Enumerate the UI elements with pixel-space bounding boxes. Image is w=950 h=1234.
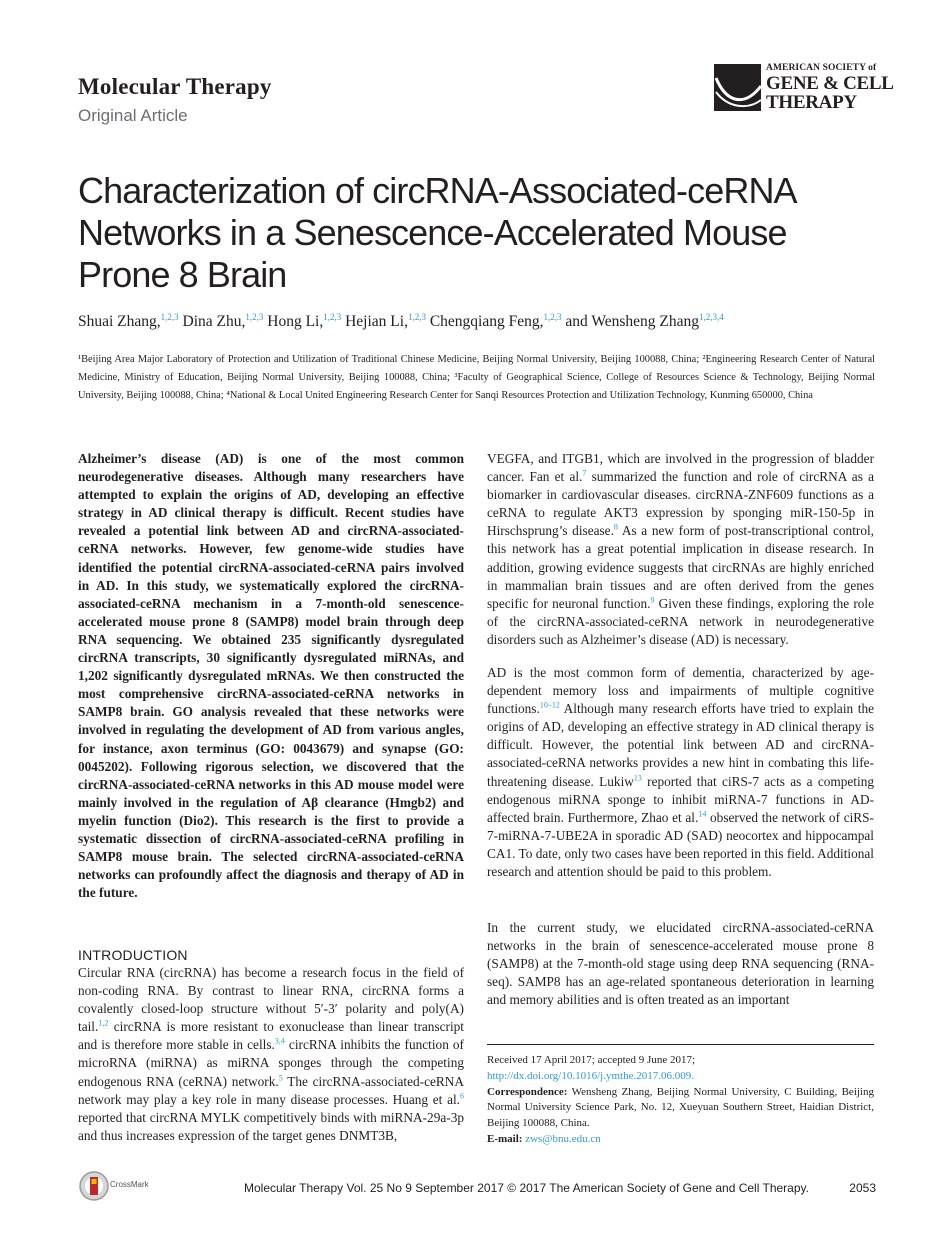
citation-ref[interactable]: 6 [460,1091,464,1101]
correspondence-label: Correspondence: [487,1085,568,1098]
author-name: and Wensheng Zhang [565,313,699,330]
abstract: Alzheimer’s disease (AD) is one of the most common neurodegenerative diseases. Although many researchers have attempted to explain the origins of AD, developing an effective strategy in AD clinical therapy is difficult. Recent studies have revealed a potential link between AD and circRNA-associated-ceRNA networks. However, few genome-wide studies have identified the potential circRNA-associated-ceRNA pairs involved in AD. In this study, we systematically explored the circRNA-associated-ceRNA mechanism in a 7-month-old senescence-accelerated mouse prone 8 (SAMP8) model brain through deep RNA sequencing. We obtained 235 significantly dysregulated circRNA transcripts, 30 significantly dysregulated miRNAs, and 1,202 significantly dysregulated mRNAs. We then constructed the most comprehensive circRNA-associated-ceRNA networks in SAMP8 brain. GO analysis revealed that these networks were involved in regulating the development of AD from various angles, for instance, axon terminus (GO: 0043679) and synapse (GO: 0045202). Following rigorous selection, we discovered that the circRNA-associated-ceRNA networks in this AD mouse model were mainly involved in the regulation of Aβ clearance (Hmgb2) and myelin function (Dio2). This research is the first to provide a systematic dissection of circRNA-associated-ceRNA profiling in SAMP8 mouse brain. The selected circRNA-associated-ceRNA networks can profoundly affect the diagnosis and therapy of AD in the future. [78,451,464,901]
email-label: E-mail: [487,1132,523,1145]
citation-ref[interactable]: 7 [582,468,587,478]
paragraph-text: circRNA inhibits the function of microRNA (miRNA) as miRNA sponges through the competing endogenous RNA (ceRNA) network. [78,1037,464,1089]
citation-ref[interactable]: 9 [650,595,655,605]
intro-paragraph-3 [487,919,874,1009]
paragraph-text: Circular RNA (circRNA) has become a research focus in the field of non-coding RNA. By contrast to linear RNA, circRNA forms a covalently closed-loop structure without 5′-3′ polarity and poly(A) tail. [78,965,464,1035]
journal-citation: Molecular Therapy Vol. 25 No 9 September 2017 © 2017 The American Society of Gene and Cell Therapy. [244,1181,809,1195]
citation-ref[interactable]: 8 [613,522,618,532]
author-affiliation-marker: 1,2,3 [323,311,342,322]
author-name: Chengqiang Feng, [429,313,544,330]
author-name: Dina Zhu, [182,313,246,330]
helix-logo-icon [714,64,764,114]
journal-name: Molecular Therapy [78,74,272,99]
logo-line-3: THERAPY [766,91,857,113]
intro-paragraph-1-continued [487,450,874,649]
intro-paragraph-1 [78,964,464,1145]
citation-ref[interactable]: 1,2 [98,1018,109,1028]
paragraph-text: reported that circRNA MYLK competitively binds with miRNA-29a-3p and thus increases expression of the target genes DNMT3B, [78,1109,464,1143]
author-name: Shuai Zhang, [78,313,161,330]
section-heading-introduction: INTRODUCTION [78,947,188,963]
logo-line-2: GENE & CELL [766,72,894,94]
paragraph-text: Although many research efforts have tried to explain the origins of AD, developing an effective strategy in AD clinical therapy is difficult. However, the potential link between AD and circRNA-associated-ceRNA networks provides a new hint in combating this life-threatening disease. Lukiw [487,701,874,789]
article-type: Original Article [78,106,188,125]
affiliations: ¹Beijing Area Major Laboratory of Protection and Utilization of Traditional Chinese Medicine, Beijing Normal University, Beijing 100088, China; ²Engineering Research Center of Natural Medicine, Ministry of Education, Beijing Normal University, Beijing 100088, China; ³Faculty of Geographical Science, College of Resources Science & Technology, Beijing Normal University, Beijing 100088, China; ⁴National & Local United Engineering Research Center for Sanqi Resources Protection and Utilization Technology, Kunming 650000, China [78,354,875,401]
footnote-divider [487,1044,874,1045]
paragraph-text: reported that ciRS-7 acts as a competing endogenous miRNA sponge to inhibit miRNA-7 functions in AD-affected brain. Furthermore, Zhao et al. [487,773,874,825]
author-affiliation-marker: 1,2,3,4 [699,311,724,322]
paragraph-text: Given these findings, exploring the role of the circRNA-associated-ceRNA network in neurodegenerative disorders such as Alzheimer’s disease (AD) is necessary. [487,595,874,647]
crossmark-badge[interactable] [78,1170,168,1204]
doi-link[interactable]: http://dx.doi.org/10.1016/j.ymthe.2017.06.009. [487,1069,694,1082]
page-footer [244,1181,876,1195]
citation-ref[interactable]: 3,4 [274,1036,285,1046]
email-line [487,1132,874,1148]
correspondence-text: Wensheng Zhang, Beijing Normal University, C Building, Beijing Normal University Science Park, No. 12, Xueyuan Southern Street, Haidian District, Beijing 100088, China. [487,1085,874,1130]
author-affiliation-marker: 1,2,3 [245,311,264,322]
citation-ref[interactable]: 13 [633,773,642,783]
author-affiliation-marker: 1,2,3 [543,311,562,322]
paragraph-text: VEGFA, and ITGB1, which are involved in the progression of bladder cancer. Fan et al. [487,451,874,485]
received-dates: Received 17 April 2017; accepted 9 June 2017; [487,1054,696,1066]
crossmark-icon [78,1170,110,1202]
page-number: 2053 [849,1181,876,1195]
article-title: Characterization of circRNA-Associated-ceRNA Networks in a Senescence-Accelerated Mouse Prone 8 Brain [78,170,795,295]
author-list [78,313,878,331]
footnote [487,1053,874,1148]
citation-ref[interactable]: 10–12 [539,700,560,710]
paragraph-text: The circRNA-associated-ceRNA network may play a key role in many disease processes. Huang et al. [78,1073,464,1107]
paragraph-text: As a new form of post-transcriptional control, this network has a great potential implication in disease research. In addition, growing evidence suggests that circRNAs are highly enriched in mammalian brain tissues and are often derived from the genes specific for neuronal function. [487,523,874,611]
paragraph-text: summarized the function and role of circRNA as a biomarker in cardiovascular diseases. circRNA-ZNF609 functions as a ceRNA to regulate AKT3 expression by sponging miR-150-5p in Hirschsprung’s disease. [487,469,874,539]
paragraph-text: AD is the most common form of dementia, characterized by age-dependent memory loss and impairments of multiple cognitive functions. [487,665,874,717]
author-affiliation-marker: 1,2,3 [160,311,179,322]
paragraph-text: circRNA is more resistant to exonuclease than linear transcript and is therefore more stable in cells. [78,1019,464,1053]
correspondence [487,1085,874,1132]
email-link[interactable]: zws@bnu.edu.cn [525,1132,601,1145]
author-name: Hong Li, [267,313,324,330]
crossmark-label: CrossMark [110,1180,149,1189]
citation-ref[interactable]: 5 [278,1073,283,1083]
paragraph-text: observed the network of ciRS-7-miRNA-7-UBE2A in sporadic AD (SAD) neocortex and hippocampal CA1. To date, only two cases have been reported in this field. Additional research and attention should be paid to this problem. [487,809,874,880]
publisher-logo [714,63,894,114]
paragraph-text: In the current study, we elucidated circRNA-associated-ceRNA networks in the brain of senescence-accelerated mouse prone 8 (SAMP8) at the 7-month-old stage using deep RNA sequencing (RNA-seq). SAMP8 has an age-related spontaneous deterioration in learning and memory abilities and is often treated as an important [487,920,874,1008]
logo-line-1: AMERICAN SOCIETY of [766,63,877,73]
intro-paragraph-2 [487,664,874,881]
author-affiliation-marker: 1,2,3 [407,311,426,322]
author-name: Hejian Li, [345,313,408,330]
citation-ref[interactable]: 14 [698,809,707,819]
